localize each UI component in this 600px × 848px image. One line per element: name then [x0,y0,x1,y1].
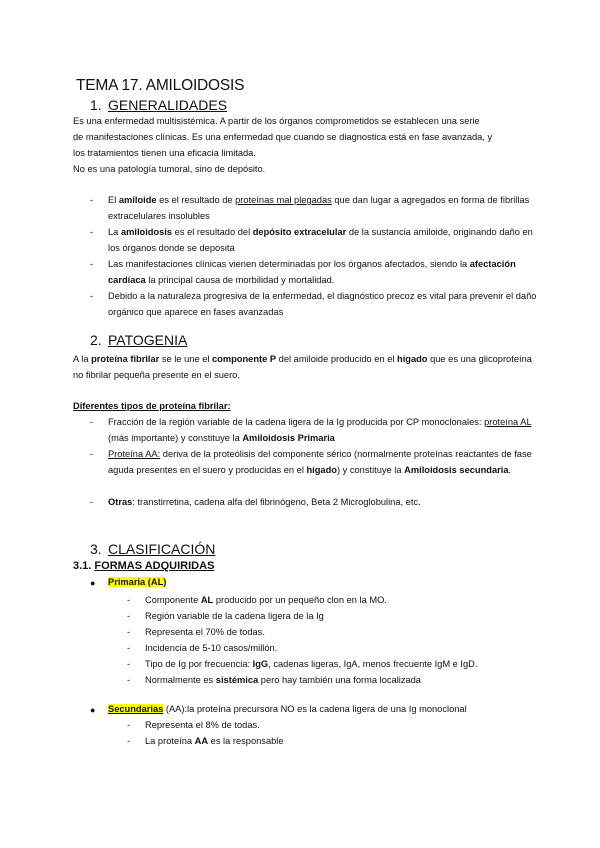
dash-marker: - [127,736,131,746]
list-item-otras: Otras: transtirretina, cadena alfa del fibrinógeno, Beta 2 Microglobulina, etc. [108,497,421,507]
list-item: Representa el 70% de todas. [145,627,265,637]
subsection-heading-formas-adquiridas: 3.1. FORMAS ADQUIRIDAS [73,560,215,572]
list-item: La proteína AA es la responsable [145,736,284,746]
subsection-title: Diferentes tipos de proteína fibrilar: [73,401,231,411]
list-item-diagnostico: Debido a la naturaleza progresiva de la enfermedad, el diagnóstico precoz es vital para prevenir el daño orgánico que aparece en fases avanzadas [108,291,537,317]
dash-marker: - [90,259,94,269]
section-number: 3. [90,541,102,557]
text-line: de manifestaciones clínicas. Es una enfermedad que cuando se diagnostica está en fase avanzada, y [73,132,493,142]
dash-marker: - [127,611,131,621]
dash-marker: - [90,417,94,427]
dash-marker: - [127,720,131,730]
bullet-marker: ● [90,705,96,715]
list-item: Componente AL producido por un pequeño clon en la MO. [145,595,387,605]
section-title: GENERALIDADES [108,97,228,113]
list-item: Región variable de la cadena ligera de la Ig [145,611,324,621]
patogenia-paragraph: A la proteína fibrilar se le une el componente P del amiloide producido en el hígado que es una glicoproteína no fibrilar pequeña presente en el suero. [73,354,532,380]
dash-marker: - [90,449,94,459]
list-item-proteina-al: Fracción de la región variable de la cadena ligera de la Ig producida por CP monoclonales: proteína AL (más importante) y constituye la Amiloidosis Primaria [108,417,532,443]
list-item-amiloide: El amiloide es el resultado de proteínas mal plegadas que dan lugar a agregados en forma de fibrillas extracelulares insolubles [108,195,530,221]
list-item-proteina-aa: Proteína AA: deriva de la proteólisis del componente sérico (normalmente proteínas reactantes de fase aguda presentes en el suero y producidas en el hígado) y constituye la Amiloidosis secundaria. [108,449,532,475]
bullet-marker: ● [90,578,96,588]
section-number: 2. [90,332,102,348]
document-title: TEMA 17. AMILOIDOSIS [76,77,245,94]
category-secundarias: Secundarias (AA):la proteína precursora NO es la cadena ligera de una Ig monoclonal [108,704,467,714]
dash-marker: - [90,195,94,205]
section-heading-clasificacion [90,541,215,557]
dash-marker: - [127,675,131,685]
section-heading-patogenia [90,332,187,348]
list-item: Representa el 8% de todas. [145,720,260,730]
text-line: No es una patología tumoral, sino de depósito. [73,164,266,174]
text-line: Es una enfermedad multisistémica. A partir de los órganos comprometidos se establecen una serie [73,116,480,126]
list-item-amiloidosis: La amiloidosis es el resultado del depósito extracelular de la sustancia amiloide, originando daño en los órganos donde se deposita [108,227,533,253]
dash-marker: - [90,497,94,507]
dash-marker: - [90,291,94,301]
list-item: Tipo de Ig por frecuencia: IgG, cadenas ligeras, IgA, menos frecuente IgM e IgD. [145,659,478,669]
text-line: los tratamientos tienen una eficacia limitada. [73,148,256,158]
dash-marker: - [127,659,131,669]
category-primaria: Primaria (AL) [108,577,167,587]
section-title: PATOGENIA [108,332,188,348]
section-number: 1. [90,97,102,113]
dash-marker: - [127,627,131,637]
dash-marker: - [127,595,131,605]
list-item-manifestaciones: Las manifestaciones clínicas vienen determinadas por los órganos afectados, siendo la afectación cardíaca la principal causa de morbilidad y mortalidad. [108,259,516,285]
intro-paragraph [73,113,492,177]
section-heading-generalidades [90,97,227,113]
section-title: CLASIFICACIÓN [108,541,216,557]
dash-marker: - [127,643,131,653]
list-item: Incidencia de 5-10 casos/millón. [145,643,278,653]
dash-marker: - [90,227,94,237]
list-item: Normalmente es sistémica pero hay también una forma localizada [145,675,421,685]
